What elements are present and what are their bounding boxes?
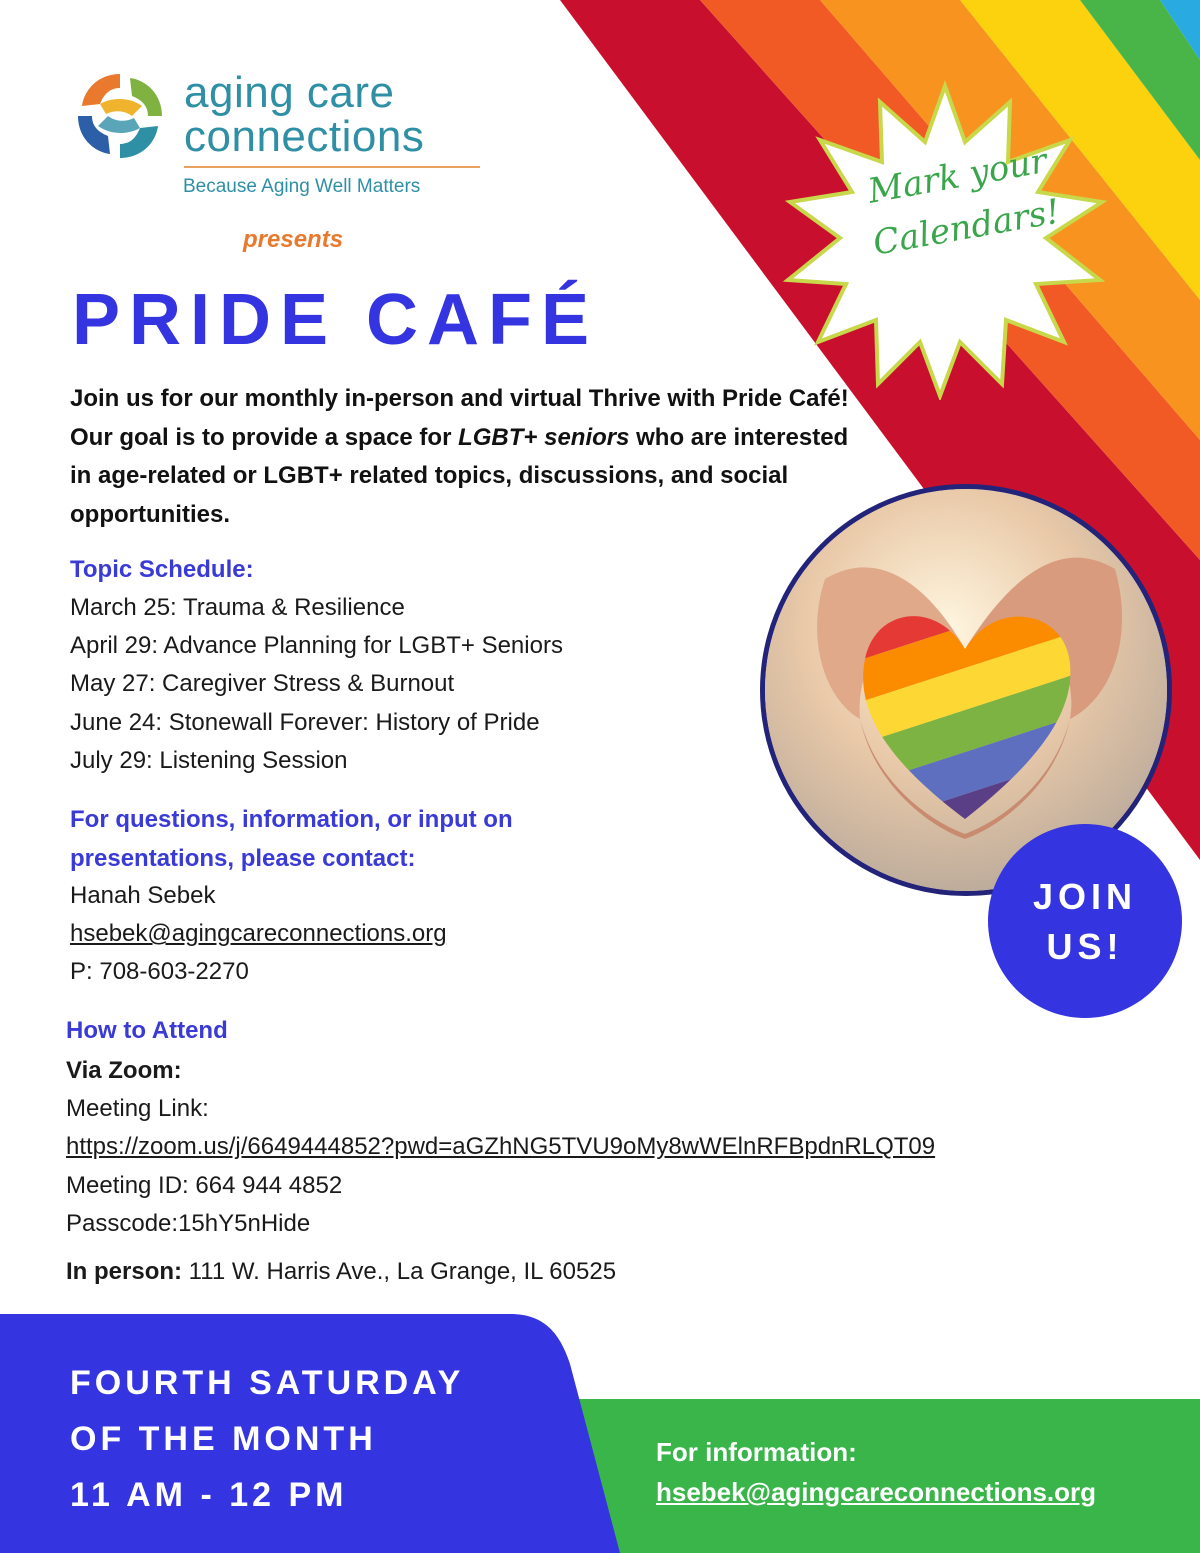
footer-email-link[interactable]: hsebek@agingcareconnections.org bbox=[656, 1477, 1097, 1507]
footer-info bbox=[656, 1432, 1096, 1512]
schedule-item: July 29: Listening Session bbox=[70, 746, 348, 774]
schedule-item: March 25: Trauma & Resilience bbox=[70, 594, 405, 621]
join-us-badge bbox=[988, 824, 1182, 1018]
logo-divider bbox=[184, 166, 480, 168]
intro-text-italic: LGBT+ seniors bbox=[458, 423, 630, 451]
intro-text-2: who are interested in age-related or LGBT+ related topics, discussions, and social opportunities. bbox=[70, 423, 849, 528]
contact-email-link[interactable]: hsebek@agingcareconnections.org bbox=[70, 920, 447, 948]
footer-info-label: For information: bbox=[656, 1437, 857, 1467]
in-person-address bbox=[66, 1258, 616, 1286]
intro-text-1: Join us for our monthly in-person and virtual Thrive with Pride Café! Our goal is to provide a space for bbox=[70, 385, 849, 451]
zoom-meeting-link[interactable]: https://zoom.us/j/6649444852?pwd=aGZhNG5TVU9oMy8wWElnRFBpdnRLQT09 bbox=[66, 1133, 936, 1161]
schedule-item: June 24: Stonewall Forever: History of Pride bbox=[70, 708, 540, 736]
schedule-heading: Topic Schedule: bbox=[70, 556, 254, 583]
intro-paragraph bbox=[70, 380, 860, 534]
schedule-summary-line2: OF THE MONTH bbox=[70, 1420, 377, 1458]
logo-mark-icon bbox=[70, 66, 170, 166]
join-us-line2: US! bbox=[1046, 926, 1124, 967]
join-us-line1: JOIN bbox=[1032, 876, 1138, 917]
mark-calendars-line1: Mark your bbox=[865, 141, 1050, 212]
contact-heading-line2: presentations, please contact: bbox=[70, 844, 416, 872]
schedule-list bbox=[70, 589, 563, 780]
in-person-address-text: 111 W. Harris Ave., La Grange, IL 60525 bbox=[182, 1258, 617, 1285]
via-zoom-label: Via Zoom: bbox=[66, 1057, 182, 1084]
contact-heading bbox=[70, 801, 670, 878]
contact-details bbox=[70, 877, 447, 992]
logo-name-line2: connections bbox=[184, 112, 425, 161]
page-title: PRIDE CAFÉ bbox=[72, 280, 599, 360]
logo-name-line1: aging care bbox=[184, 68, 395, 117]
presents-label: presents bbox=[243, 226, 344, 253]
schedule-summary-line3: 11 AM - 12 PM bbox=[70, 1476, 348, 1514]
schedule-item: April 29: Advance Planning for LGBT+ Seniors bbox=[70, 632, 563, 660]
attend-heading: How to Attend bbox=[66, 1017, 228, 1044]
meeting-id: Meeting ID: 664 944 4852 bbox=[66, 1171, 343, 1199]
schedule-summary-line1: FOURTH SATURDAY bbox=[70, 1364, 465, 1402]
schedule-item: May 27: Caregiver Stress & Burnout bbox=[70, 670, 455, 698]
mark-calendars-line2: Calendars! bbox=[870, 191, 1063, 264]
logo-tagline: Because Aging Well Matters bbox=[183, 176, 421, 197]
contact-heading-line1: For questions, information, or input on bbox=[70, 806, 513, 833]
contact-phone: P: 708-603-2270 bbox=[70, 958, 249, 986]
meeting-passcode: Passcode:15hY5nHide bbox=[66, 1209, 311, 1237]
meeting-link-label: Meeting Link: bbox=[66, 1095, 209, 1123]
in-person-label: In person: bbox=[66, 1258, 183, 1285]
attend-details bbox=[66, 1052, 935, 1243]
contact-name: Hanah Sebek bbox=[70, 882, 216, 909]
schedule-summary bbox=[70, 1355, 464, 1523]
